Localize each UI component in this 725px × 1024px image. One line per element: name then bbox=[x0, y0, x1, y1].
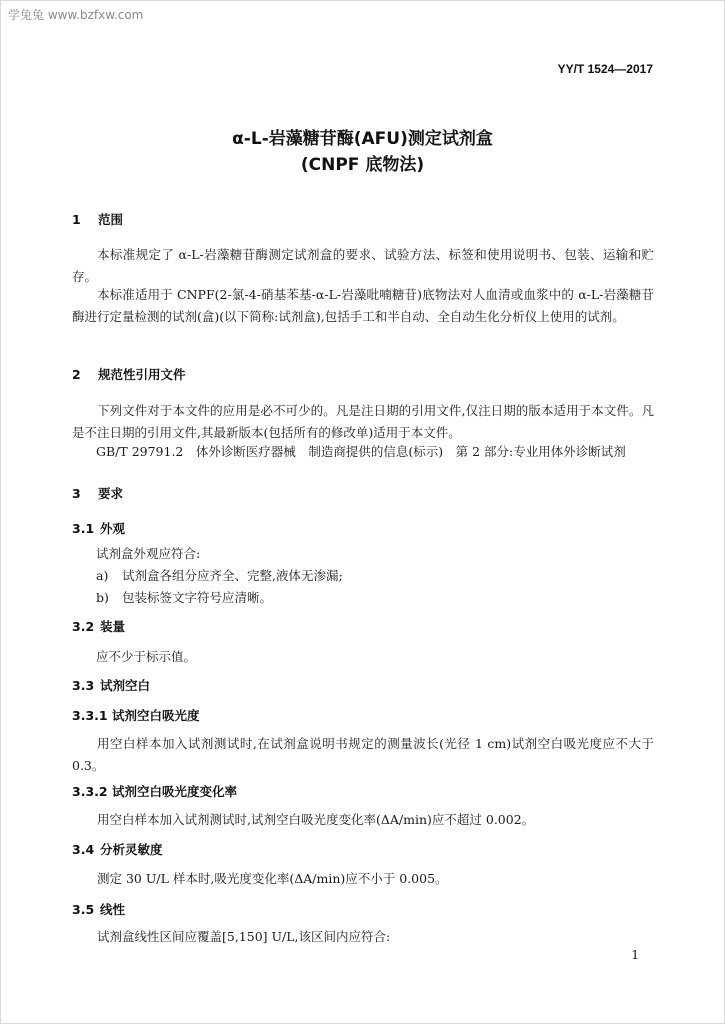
section-title: 装量 bbox=[100, 619, 126, 634]
section-number: 3.3.1 bbox=[72, 708, 108, 723]
paragraph-sensitivity: 测定 30 U/L 样本时,吸光度变化率(ΔA/min)应不小于 0.005。 bbox=[97, 871, 448, 886]
paragraph-blank-absorbance-rate: 用空白样本加入试剂测试时,试剂空白吸光度变化率(ΔA/min)应不超过 0.002。 bbox=[97, 812, 535, 827]
section-heading-3-5 bbox=[72, 900, 125, 918]
section-heading-2 bbox=[72, 365, 186, 383]
list-item-text: 包装标签文字符号应清晰。 bbox=[122, 590, 273, 605]
section-heading-3-2 bbox=[72, 617, 125, 635]
section-number: 3.3.2 bbox=[72, 784, 108, 799]
section-title: 外观 bbox=[100, 521, 126, 536]
watermark-text: 学兔兔 www.bzfxw.com bbox=[8, 8, 144, 22]
section-number: 2 bbox=[72, 367, 81, 382]
section-title: 要求 bbox=[98, 486, 124, 501]
section-title: 试剂空白吸光度变化率 bbox=[112, 784, 238, 799]
section-heading-1 bbox=[72, 210, 123, 228]
section-number: 3.1 bbox=[72, 521, 95, 536]
section-number: 3.4 bbox=[72, 842, 95, 857]
paragraph-normative-references: 下列文件对于本文件的应用是必不可少的。凡是注日期的引用文件,仅注日期的版本适用于本文件。凡是不注日期的引用文件,其最新版本(包括所有的修改单)适用于本文件。 bbox=[72, 403, 654, 440]
section-title: 范围 bbox=[98, 212, 124, 227]
section-heading-3-3-1 bbox=[72, 706, 200, 724]
section-heading-3-3 bbox=[72, 676, 150, 694]
list-marker: a) bbox=[96, 568, 109, 583]
section-number: 1 bbox=[72, 212, 81, 227]
paragraph-appearance: 试剂盒外观应符合: bbox=[96, 546, 201, 561]
section-heading-3-3-2 bbox=[72, 782, 237, 800]
document-title-line1: α-L-岩藻糖苷酶(AFU)测定试剂盒 bbox=[232, 129, 493, 149]
paragraph-blank-absorbance: 用空白样本加入试剂测试时,在试剂盒说明书规定的测量波长(光径 1 cm)试剂空白吸光度应不大于 0.3。 bbox=[72, 736, 654, 773]
paragraph-volume: 应不少于标示值。 bbox=[96, 649, 197, 664]
list-item bbox=[96, 565, 343, 587]
section-heading-3-1 bbox=[72, 519, 125, 537]
section-title: 线性 bbox=[100, 902, 126, 917]
reference-item: GB/T 29791.2 体外诊断医疗器械 制造商提供的信息(标示) 第 2 部分:专业用体外诊断试剂 bbox=[96, 444, 626, 459]
section-title: 分析灵敏度 bbox=[100, 842, 163, 857]
section-number: 3.2 bbox=[72, 619, 95, 634]
list-item-text: 试剂盒各组分应齐全、完整,液体无渗漏; bbox=[122, 568, 343, 583]
paragraph-scope-2: 本标准适用于 CNPF(2-氯-4-硝基苯基-α-L-岩藻吡喃糖苷)底物法对人血清或血浆中的 α-L-岩藻糖苷酶进行定量检测的试剂(盒)(以下简称:试剂盒),包括手工和半自动、全自动生化分析仪上使用的试剂。 bbox=[72, 287, 654, 324]
section-heading-3-4 bbox=[72, 840, 163, 858]
standard-number: YY/T 1524—2017 bbox=[557, 62, 653, 76]
section-number: 3 bbox=[72, 486, 81, 501]
list-item bbox=[96, 587, 272, 609]
paragraph-linearity: 试剂盒线性区间应覆盖[5,150] U/L,该区间内应符合: bbox=[97, 929, 391, 944]
document-title-line2: (CNPF 底物法) bbox=[300, 155, 425, 175]
paragraph-scope-1: 本标准规定了 α-L-岩藻糖苷酶测定试剂盒的要求、试验方法、标签和使用说明书、包装、运输和贮存。 bbox=[72, 247, 654, 284]
section-number: 3.3 bbox=[72, 678, 95, 693]
section-title: 规范性引用文件 bbox=[98, 367, 186, 382]
list-marker: b) bbox=[96, 590, 109, 605]
section-title: 试剂空白 bbox=[100, 678, 151, 693]
section-number: 3.5 bbox=[72, 902, 95, 917]
section-heading-3 bbox=[72, 484, 123, 502]
page-number: 1 bbox=[631, 948, 639, 962]
section-title: 试剂空白吸光度 bbox=[112, 708, 200, 723]
